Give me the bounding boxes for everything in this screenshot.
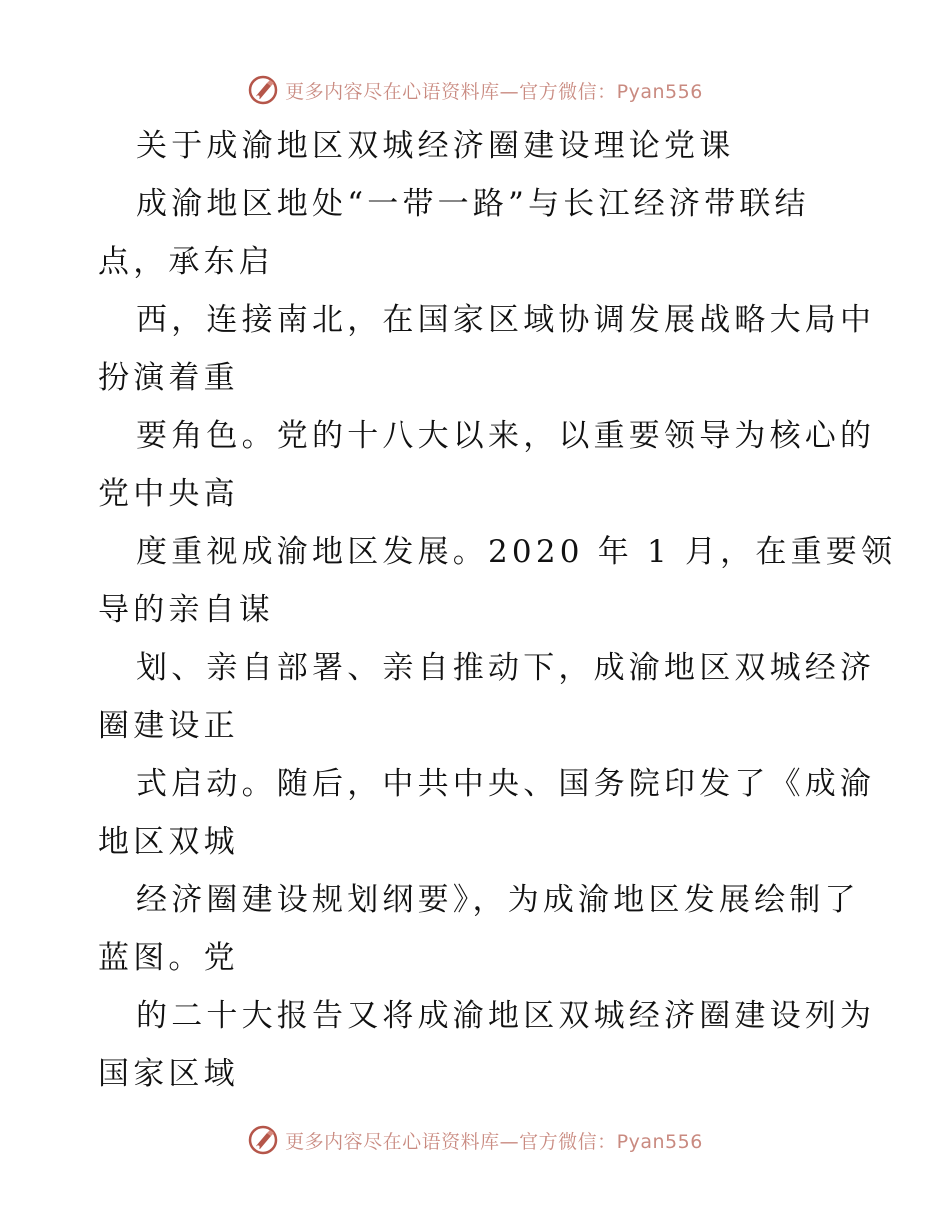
text-line: 党中央高 (98, 476, 239, 512)
text-line: 划、亲自部署、亲自推动下，成渝地区双城经济 (136, 650, 876, 686)
text-line: 圈建设正 (98, 708, 239, 744)
watermark-text: 更多内容尽在心语资料库—官方微信：Pyan556 (285, 1130, 703, 1153)
text-line: 导的亲自谋 (98, 592, 274, 628)
text-line: 度重视成渝地区发展。2020 年 1 月，在重要领 (136, 534, 897, 570)
text-line: 式启动。随后，中共中央、国务院印发了《成渝 (136, 766, 876, 802)
footer-watermark-banner (0, 1120, 950, 1160)
text-line: 蓝图。党 (98, 940, 239, 976)
text-line: 要角色。党的十八大以来，以重要领导为核心的 (136, 418, 876, 454)
pen-seal-icon (247, 74, 279, 106)
document-title: 关于成渝地区双城经济圈建设理论党课 (136, 128, 735, 164)
text-line: 扮演着重 (98, 360, 239, 396)
watermark-text: 更多内容尽在心语资料库—官方微信：Pyan556 (285, 80, 703, 103)
text-line: 经济圈建设规划纲要》，为成渝地区发展绘制了 (136, 882, 860, 918)
text-line: 点，承东启 (98, 244, 274, 280)
pen-seal-icon (247, 1124, 279, 1156)
text-line: 国家区域 (98, 1056, 239, 1092)
text-line: 成渝地区地处“一带一路”与长江经济带联结 (136, 186, 810, 222)
header-watermark-banner (0, 70, 950, 110)
text-line: 西，连接南北，在国家区域协调发展战略大局中 (136, 302, 876, 338)
text-line: 的二十大报告又将成渝地区双城经济圈建设列为 (136, 998, 876, 1034)
text-line: 地区双城 (98, 824, 239, 860)
